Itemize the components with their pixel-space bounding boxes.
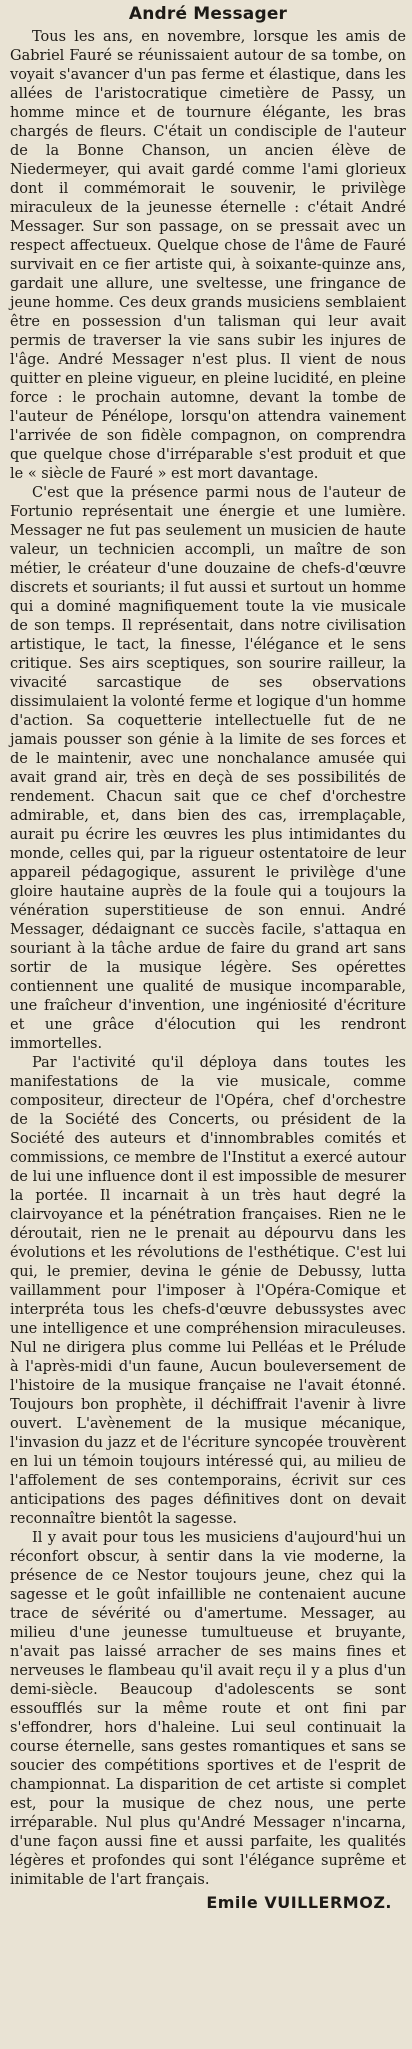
article-paragraph-1: Tous les ans, en novembre, lorsque les amis de Gabriel Fauré se réunissaient autour de sa tombe, on voyait s'avancer d'un pas ferme et élastique, dans les allées de l'aristocratique cimetière de Passy, un homme mince et de tournure élégante, les bras chargés de fleurs. C'était un condisciple de l'auteur de la Bonne Chanson, un ancien élève de Niedermeyer, qui avait gardé comme l'ami glorieux dont il commémorait le souvenir, le privilège miraculeux de la jeunesse éternelle : c'était André Messager. Sur son passage, on se pressait avec un respect affectueux. Quelque chose de l'âme de Fauré survivait en ce fier artiste qui, à soixante-quinze ans, gardait une allure, une sveltesse, une fringance de jeune homme. Ces deux grands musiciens semblaient être en possession d'un talisman qui leur avait permis de traverser la vie sans subir les injures de l'âge. André Messager n'est plus. Il vient de nous quitter en pleine vigueur, en pleine lucidité, en pleine force : le prochain automne, devant la tombe de l'auteur de Pénélope, lorsqu'on attendra vainement l'arrivée de son fidèle compagnon, on comprendra que quelque chose d'irréparable s'est produit et que le « siècle de Fauré » est mort davantage. xyxy=(10,29,406,482)
article-paragraph-2: C'est que la présence parmi nous de l'auteur de Fortunio représentait une énergie et une lumière. Messager ne fut pas seulement un musicien de haute valeur, un technicien accompli, un maître de son métier, le créateur d'une douzaine de chefs-d'œuvre discrets et souriants; il fut aussi et surtout un homme qui a dominé magnifiquement toute la vie musicale de son temps. Il représentait, dans notre civilisation artistique, le tact, la finesse, l'élégance et le sens critique. Ses airs sceptiques, son sourire railleur, la vivacité sarcastique de ses observations dissimulaient la volonté ferme et logique d'un homme d'action. Sa coquetterie intellectuelle fut de ne jamais pousser son génie à la limite de ses forces et de le maintenir, avec une nonchalance amusée qui avait grand air, très en deçà de ses possibilités de rendement. Chacun sait que ce chef d'orchestre admirable, et, dans bien des cas, irremplaçable, aurait pu écrire les œuvres les plus intimidantes du monde, celles qui, par la rigueur ostentatoire de leur appareil pédagogique, assurent le privilège d'une gloire hautaine auprès de la foule qui a toujours la vénération superstitieuse de son ennui. André Messager, dédaignant ce succès facile, s'attaqua en souriant à la tâche ardue de faire du grand art sans sortir de la musique légère. Ses opérettes contiennent une qualité de musique incomparable, une fraîcheur d'invention, une ingéniosité d'écriture et une grâce d'élocution qui les rendront immortelles. xyxy=(10,485,406,1052)
article-paragraph-3: Par l'activité qu'il déploya dans toutes les manifestations de la vie musicale, comme compositeur, directeur de l'Opéra, chef d'orchestre de la Société des Concerts, ou président de la Société des auteurs et d'innombrables comités et commissions, ce membre de l'Institut a exercé autour de lui une influence dont il est impossible de mesurer la portée. Il incarnait à un très haut degré la clairvoyance et la pénétration françaises. Rien ne le déroutait, rien ne le prenait au dépourvu dans les évolutions et les révolutions de l'esthétique. C'est lui qui, le premier, devina le génie de Debussy, lutta vaillamment pour l'imposer à l'Opéra-Comique et interpréta tous les chefs-d'œuvre debussystes avec une intelligence et une compréhension miraculeuses. Nul ne dirigera plus comme lui Pelléas et le Prélude à l'après-midi d'un faune, Aucun bouleversement de l'histoire de la musique française ne l'avait étonné. Toujours bon prophète, il déchiffrait l'avenir à livre ouvert. L'avènement de la musique mécanique, l'invasion du jazz et de l'écriture syncopée trouvèrent en lui un témoin toujours intéressé qui, au milieu de l'affolement de ses contemporains, écrivit sur ces anticipations des pages définitives dont on devait reconnaître bientôt la sagesse. xyxy=(10,1055,406,1527)
article-paragraph-4: Il y avait pour tous les musiciens d'aujourd'hui un réconfort obscur, à sentir dans la vie moderne, la présence de ce Nestor toujours jeune, chez qui la sagesse et le goût infaillible ne contenaient aucune trace de sévérité ou d'amertume. Messager, au milieu d'une jeunesse tumultueuse et bruyante, n'avait pas laissé arracher de ses mains fines et nerveuses le flambeau qu'il avait reçu il y a plus d'un demi-siècle. Beaucoup d'adolescents se sont essoufflés sur la même route et ont fini par s'effondrer, hors d'haleine. Lui seul continuait la course éternelle, sans gestes romantiques et sans se soucier des compétitions sportives et de l'esprit de championnat. La disparition de cet artiste si complet est, pour la musique de chez nous, une perte irréparable. Nul plus qu'André Messager n'incarna, d'une façon aussi fine et aussi parfaite, les qualités légères et profondes qui sont l'élégance suprême et inimitable de l'art français. xyxy=(10,1530,406,1888)
author-signature: Emile VUILLERMOZ. xyxy=(206,1893,392,1912)
article-title: André Messager xyxy=(128,4,288,24)
